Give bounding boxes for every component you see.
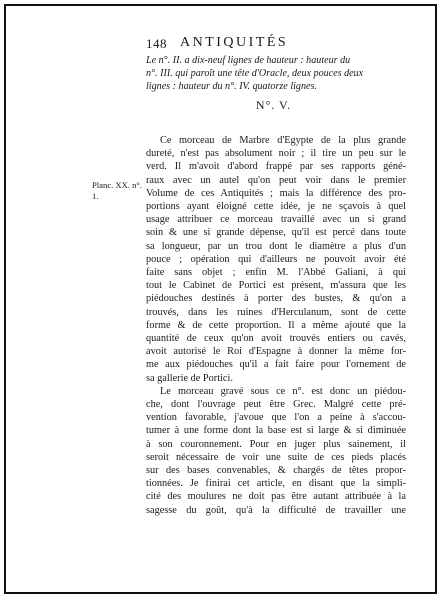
- body-line: che, dont l'ouvrage peut être Grec. Malgré cette pré-: [146, 399, 406, 411]
- body-line: quantité de ceux qu'on avoit trouvés entiers ou cavés,: [146, 333, 406, 345]
- section-heading: N°. V.: [255, 98, 292, 112]
- body-line: piédouches destinés à porter des bustes, & qu'on a: [146, 293, 406, 305]
- caption-line: n°. III. qui paroît une tête d'Oracle, deux pouces deux: [146, 68, 364, 79]
- body-line: avoit autorisé le Roi d'Espagne à donner la même for-: [146, 346, 406, 358]
- body-line: seroit nécessaire de voir une suite de ces pieds placés: [146, 451, 406, 463]
- body-line: Ce morceau de Marbre d'Egypte de la plus grande: [160, 135, 406, 146]
- body-line: sur des bases convenables, & chargés de têtes propor-: [146, 465, 406, 477]
- body-line: tout le Cabinet de Portici est présent, m'assura que les: [146, 280, 406, 292]
- body-line: faite sans objet ; enfin M. l'Abbé Galiani, à qui: [146, 267, 406, 279]
- body-line: sa gallerie de Portici.: [146, 372, 233, 384]
- body-line: sagesse du goût, qu'à la difficulté de travailler une: [146, 504, 406, 516]
- body-line: à son couronnement. Pour en juger plus sainement, il: [146, 438, 406, 450]
- body-line: raux avec un autel qu'on peut voir dans le premier: [146, 174, 406, 186]
- body-line: cité des moulures ne doit pas être autant attribuée à la: [146, 491, 406, 503]
- body-line: pouce ; opération qui d'ailleurs ne pouvoit avoir été: [146, 253, 406, 265]
- body-line: me aux piédouches qu'il a fait faire pour l'ornement de: [146, 359, 406, 371]
- body-line: verd. Il m'avoit d'abord frappé par ses rapports géné-: [146, 161, 406, 173]
- page-number: 148: [146, 36, 167, 51]
- body-line: dureté, n'est pas absolument noir ; il tire un peu sur le: [146, 148, 406, 160]
- body-line: trouvés, dans les ruines d'Herculanum, sont de cette: [146, 306, 406, 318]
- body-text: [146, 134, 406, 517]
- caption: [146, 54, 401, 93]
- running-title: ANTIQUITÉS: [180, 35, 289, 50]
- body-line: forme & de cette proportion. Il a même ajouté que la: [146, 319, 406, 331]
- page-header: [146, 36, 396, 52]
- body-line: tumer à une forme dont la base est si large & si diminuée: [146, 425, 406, 437]
- body-line: Volume de ces Antiquités ; mais la différence des pro-: [146, 187, 406, 199]
- body-line: sa longueur, par un trou dont le diamètre a plus d'un: [146, 240, 406, 252]
- body-line: vention favorable, j'avoue que l'on a peine à s'accou-: [146, 412, 406, 424]
- body-line: portions ayant éloigné cette idée, je ne sçavois à quel: [146, 201, 406, 213]
- body-line: Le morceau gravé sous ce n°. est donc un piédou-: [160, 385, 406, 397]
- body-line: soin & une si grande dépense, qu'il est percé dans toute: [146, 227, 406, 239]
- body-line: tionnées. Je finirai cet article, en disant que la simpli-: [146, 478, 406, 490]
- margin-note-line: Planc. XX. n°.: [92, 180, 142, 190]
- margin-note: [92, 180, 144, 202]
- body-line: usage attribuer ce morceau travaillé avec un si grand: [146, 214, 406, 226]
- margin-note-line: 1.: [92, 191, 99, 201]
- caption-line: Le n°. II. a dix-neuf lignes de hauteur : hauteur du: [146, 55, 351, 66]
- caption-line: lignes : hauteur du n°. IV. quatorze lignes.: [146, 81, 317, 92]
